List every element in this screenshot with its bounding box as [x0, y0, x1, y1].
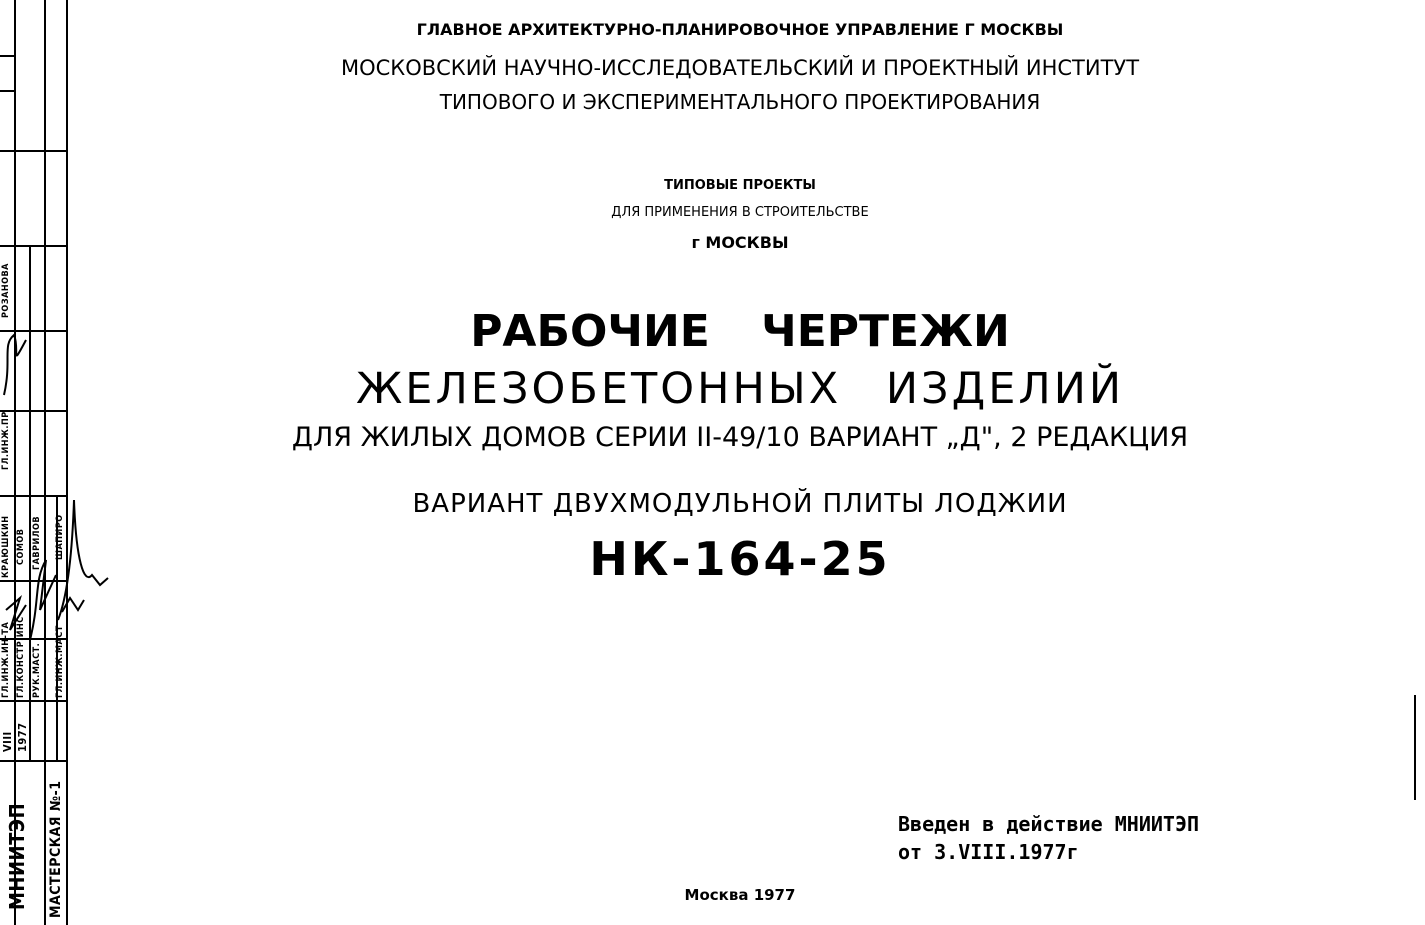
subheader-line-1: ТИПОВЫЕ ПРОЕКТЫ — [664, 178, 816, 193]
strip-name-4: ШАПИРО — [55, 514, 65, 560]
title-line-3: ДЛЯ ЖИЛЫХ ДОМОВ СЕРИИ II-49/10 ВАРИАНТ „Д", 2 РЕДАКЦИЯ — [291, 422, 1189, 453]
footer-place-year: Москва 1977 — [684, 886, 796, 904]
ministry-heading: ГЛАВНОЕ АРХИТЕКТУРНО-ПЛАНИРОВОЧНОЕ УПРАВЛЕНИЕ Г МОСКВЫ — [416, 20, 1064, 39]
strip-date-month: VIII — [1, 731, 14, 752]
strip-top-name: РОЗАНОВА — [1, 263, 11, 318]
subheader-line-2: ДЛЯ ПРИМЕНЕНИЯ В СТРОИТЕЛЬСТВЕ — [611, 205, 869, 220]
strip-role-1: ГЛ.ИНЖ.ИН-ТА — [1, 621, 11, 698]
strip-date-year: 1977 — [16, 722, 29, 752]
product-code: НК-164-25 — [589, 532, 891, 586]
strip-role-4: ГЛ.ИНЖ.МАСТ — [55, 625, 65, 698]
strip-role-2: ГЛ.КОНСТР.ИНС — [16, 616, 26, 698]
title-line-1: РАБОЧИЕ ЧЕРТЕЖИ — [470, 306, 1010, 357]
strip-name-3: ГАВРИЛОВ — [32, 515, 42, 570]
title-line-2: ЖЕЛЕЗОБЕТОННЫХ ИЗДЕЛИЙ — [355, 364, 1125, 414]
signatures-drawing — [0, 0, 110, 925]
institute-line-1: МОСКОВСКИЙ НАУЧНО-ИССЛЕДОВАТЕЛЬСКИЙ И ПРОЕКТНЫЙ ИНСТИТУТ — [340, 56, 1140, 80]
strip-role-3: РУК.МАСТ. — [32, 642, 42, 698]
institute-line-2: ТИПОВОГО И ЭКСПЕРИМЕНТАЛЬНОГО ПРОЕКТИРОВАНИЯ — [439, 90, 1041, 114]
right-edge-mark — [1414, 695, 1416, 800]
introduction-note — [898, 810, 1199, 866]
variant-line: ВАРИАНТ ДВУХМОДУЛЬНОЙ ПЛИТЫ ЛОДЖИИ — [412, 489, 1068, 519]
strip-name-2: СОМОВ — [16, 528, 26, 565]
subheader-line-3: г МОСКВЫ — [691, 233, 789, 252]
introduction-line-2: от 3.VIII.1977г — [898, 840, 1079, 864]
title-block-strip — [0, 0, 70, 925]
strip-top-role: ГЛ.ИНЖ.ПР — [1, 411, 11, 470]
introduction-line-1: Введен в действие МНИИТЭП — [898, 812, 1200, 836]
strip-org-text: МНИИТЭП — [5, 802, 29, 910]
strip-name-1: КРАЮШКИН — [1, 515, 11, 578]
strip-workshop-text: МАСТЕРСКАЯ №-1 — [48, 780, 64, 918]
